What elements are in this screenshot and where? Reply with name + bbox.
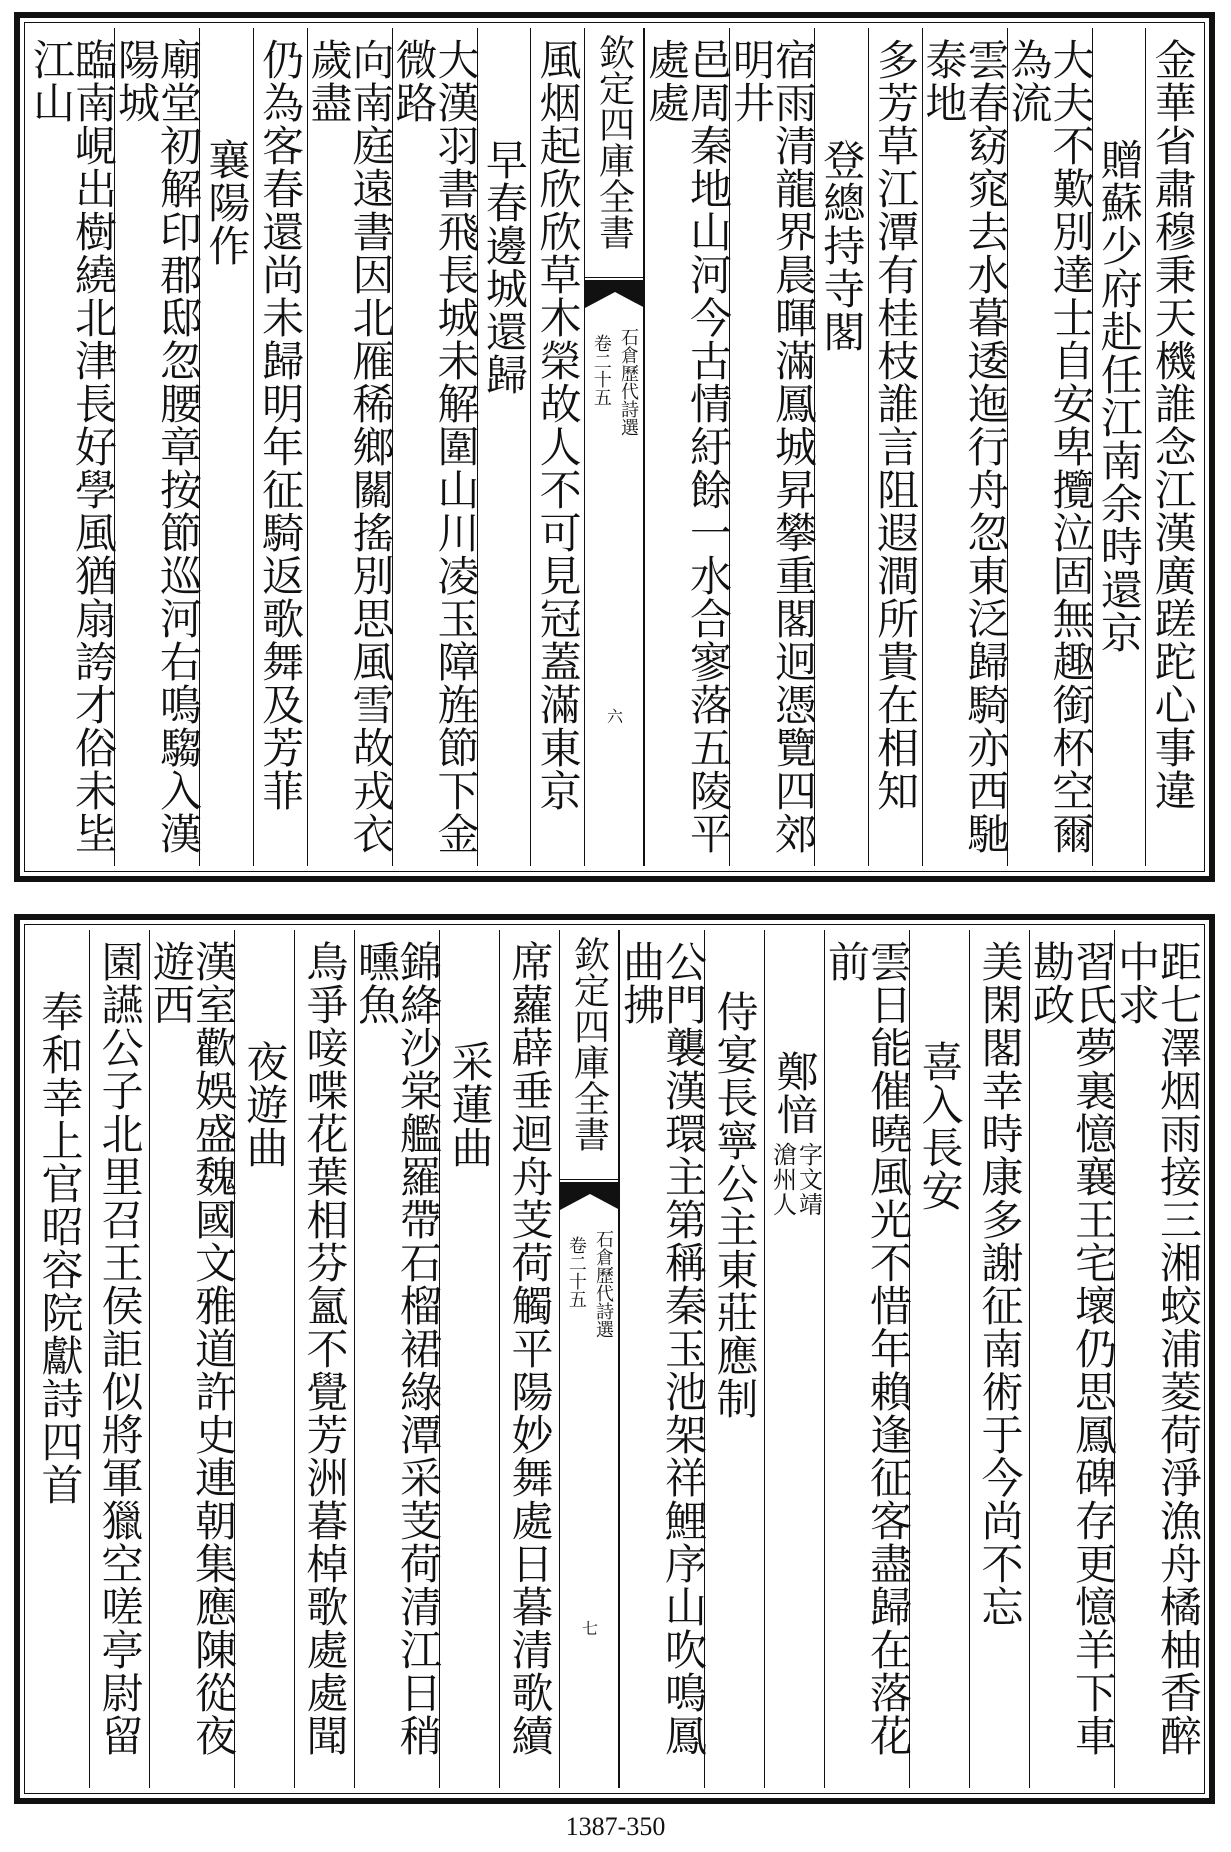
author-courtesy-name: 字文靖 [794,1142,823,1217]
source-book-name: 石倉歷代詩選 [593,1230,614,1338]
poem-line: 錦絳沙棠艦羅帶石榴裙綠潭采芰荷清江日稍曛魚 [352,940,443,1757]
poem-title: 夜遊曲 [240,1040,290,1169]
poem-title: 喜入長安 [915,1040,965,1212]
poem-text-column [1004,28,1096,866]
center-fold-column [584,28,644,866]
poem-line: 大漢羽書飛長城未解圍山川凌玉障旌節下金微路 [389,38,481,855]
author-column [764,930,824,1788]
poem-title-column [814,28,868,866]
book-title: 欽定四庫全書 [560,930,618,1180]
poem-title: 贈蘇少府赴任江南余時還京 [1094,138,1144,654]
poem-text-column [1145,28,1199,866]
poem-title-column [704,930,764,1788]
poem-text-column [389,28,481,866]
poem-line: 漢室歡娛盛魏國文雅道許史連朝集應陳從夜遊西 [147,940,238,1757]
poem-line: 邑周秦地山河今古情紆餘一水合寥落五陵平處處 [642,38,733,855]
poem-text-column [304,28,396,866]
source-volume: 卷二十五 [590,334,612,406]
poem-line: 多芳草江潭有桂枝誰言阻遐澗所貴在相知 [871,38,921,812]
poem-title: 奉和幸上官昭容院獻詩四首 [35,990,85,1506]
poem-title-column [439,930,499,1788]
poem-line: 仍為客春還尚未歸明年征騎返歌舞及芳菲 [256,38,306,812]
top-page-frame [14,12,1215,882]
poem-line: 園讌公子北里召王侯詎似將軍獵空嗟亭尉留 [95,940,145,1757]
poem-text-column [89,930,149,1788]
source-volume: 卷二十五 [565,1236,587,1308]
poem-line: 風烟起欣欣草木榮故人不可見冠蓋滿東京 [533,38,583,812]
poem-text-column [868,28,922,866]
poem-title: 襄陽作 [202,138,252,267]
poem-line: 金華省肅穆秉天機誰念江漢廣蹉跎心事違 [1148,38,1198,812]
poem-text-column [919,28,1011,866]
poem-title: 早春邊城還歸 [479,138,529,396]
poem-text-column [499,930,559,1788]
source-label [564,1230,614,1480]
folio-number: 六 [604,708,624,724]
poem-text-column [642,28,733,866]
poem-text-column [112,28,203,866]
center-fold-column [559,930,619,1788]
poem-line: 習氏夢裏憶襄王宅壞仍思鳳碑存更憶羊下車勘政 [1027,940,1118,1757]
top-page-columns [27,28,1199,866]
poem-title-column [199,28,253,866]
bottom-page-columns [30,930,1203,1788]
poem-title: 登總持寺閣 [817,138,867,353]
poem-text-column [822,930,913,1788]
poem-line: 雲春窈窕去水暮逶迤行舟忽東泛歸騎亦西馳泰地 [919,38,1011,855]
poem-text-column [1112,930,1203,1788]
poem-line: 向南庭遠書因北雁稀鄉關搖別思風雪故戎衣歲盡 [304,38,396,855]
poem-text-column [352,930,443,1788]
poem-text-column [530,28,584,866]
poem-title-column [1092,28,1146,866]
book-title: 欽定四庫全書 [585,28,643,278]
poem-text-column [1027,930,1118,1788]
poem-title-column [30,930,89,1788]
poem-text-column [727,28,818,866]
poem-line: 鳥爭唼喋花葉相芬氳不覺芳洲暮棹歌處處聞 [300,940,350,1757]
poem-line: 廟堂初解印郡邸忽腰章按節巡河右鳴騶入漢陽城 [112,38,203,855]
poem-text-column [969,930,1029,1788]
poem-line: 美閑閣幸時康多謝征南術于今尚不忘 [975,940,1025,1628]
poem-text-column [294,930,354,1788]
poem-line: 席蘿薜垂迴舟芰荷觸平陽妙舞處日暮清歌續 [505,940,555,1757]
poem-text-column [617,930,708,1788]
folio-number: 七 [579,1620,599,1636]
poem-line: 公門襲漢環主第稱秦玉池架祥鯉序山吹鳴鳳曲拂 [617,940,708,1757]
poem-line: 宿雨清龍界晨暉滿鳳城昇攀重閣迥憑覽四郊明井 [727,38,818,855]
author-origin: 滄州人 [768,1142,797,1217]
poem-line: 距七澤烟雨接三湘蛟浦菱荷淨漁舟橘柚香醉中求 [1112,940,1203,1757]
poem-title-column [909,930,969,1788]
poem-title: 采蓮曲 [445,1040,495,1169]
poem-line: 臨南峴出樹繞北津長好學風猶扇誇才俗未坒江山 [27,38,118,855]
poem-line: 雲日能催曉風光不惜年賴逢征客盡歸在落花前 [822,940,913,1757]
poem-title: 侍宴長寧公主東莊應制 [710,990,760,1420]
page-code: 1387-350 [565,1812,666,1841]
poem-title-column [477,28,531,866]
author-name: 鄭愔 [770,1050,820,1136]
author-note [768,1142,822,1217]
source-label [589,328,639,578]
fishtail-mark-icon [560,1182,620,1212]
poem-text-column [27,28,118,866]
poem-line: 大夫不歎別達士自安卑攬泣固無趣銜杯空爾為流 [1004,38,1096,855]
poem-title-column [234,930,294,1788]
poem-text-column [253,28,307,866]
poem-text-column [147,930,238,1788]
source-book-name: 石倉歷代詩選 [618,328,639,436]
fishtail-mark-icon [585,280,645,310]
bottom-page-frame [14,914,1215,1804]
